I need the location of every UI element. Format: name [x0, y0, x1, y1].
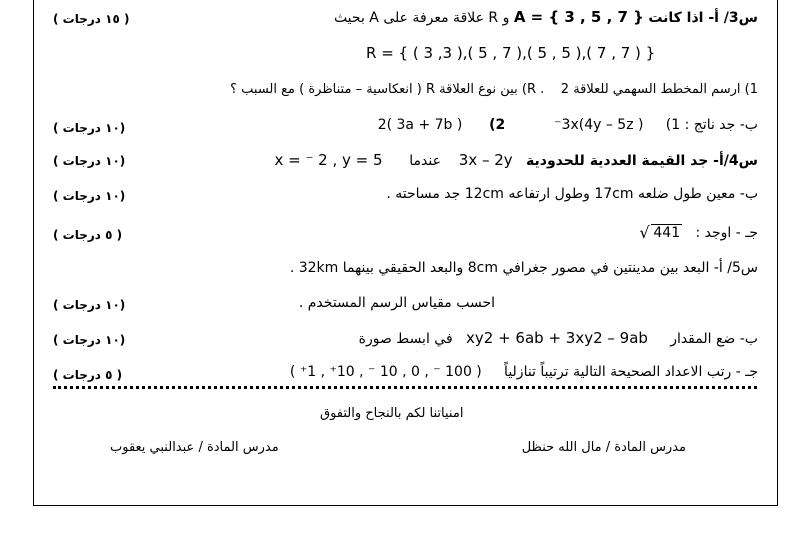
- q4-vals: x = ⁻ 2 , y = 5: [274, 151, 383, 169]
- q3-parts: [230, 82, 758, 97]
- q3-part1: 1) ارسم المخطط السهمي للعلاقة R .: [526, 82, 758, 97]
- q3-relation: R = { ( 3 ,3 ),( 5 , 7 ),( 5 , 5 ),( 7 , 7 ) }: [366, 44, 656, 62]
- q5-b-row: [359, 329, 758, 347]
- page-frame: [33, 0, 778, 506]
- q3-b-row: [378, 117, 758, 133]
- q3-b-marks: (١٠ درجات ): [53, 121, 126, 135]
- sqrt-symbol: [641, 225, 682, 241]
- q5-c-row: [290, 364, 758, 380]
- q4-c-value: 441: [653, 225, 681, 241]
- q3-header: [334, 8, 758, 26]
- q5-a-marks: (١٠ درجات ): [53, 298, 126, 312]
- q3-desc: علاقة معرفة على A بحيث: [333, 10, 484, 26]
- q4-head: س4/أ- جد القيمة العددية للحدودية: [526, 153, 758, 169]
- q5-b-tail: في ابسط صورة: [358, 331, 453, 347]
- q5-head: [290, 260, 758, 276]
- q5-c-marks: ( ٥ درجات ): [53, 368, 123, 382]
- q4-when: عندما: [409, 153, 441, 169]
- q3-head: س3/ أ- اذا كانت: [648, 10, 758, 26]
- q5-b-expr: xy2 + 6ab + 3xy2 – 9ab: [466, 329, 648, 347]
- q3-b-label: ب- جد ناتج : 1): [665, 117, 758, 133]
- q5-b-marks: (١٠ درجات ): [53, 333, 126, 347]
- q4-a-row: [275, 151, 758, 169]
- footer-teacher1: مدرس المادة / مال الله حنظل: [521, 440, 686, 455]
- q4-c-label: جـ - اوجد :: [695, 225, 758, 241]
- q5-a-text: احسب مقياس الرسم المستخدم .: [298, 295, 495, 311]
- q5-c-numbers: ( ⁺1 , ⁺10 , ⁻ 10 , 0 , ⁻ 100 ): [289, 364, 482, 380]
- q4-b-marks: (١٠ درجات ): [53, 189, 126, 203]
- q4-expr: 3x – 2y: [458, 151, 513, 169]
- q4-b-text: ب- معين طول ضلعه 17cm وطول ارتفاعه 12cm جد مساحته .: [386, 186, 758, 202]
- q3-b-num2: 2): [489, 117, 506, 133]
- q5-c-text: جـ - رتب الاعداد الصحيحة التالية ترتيباً تنازلياً: [504, 364, 758, 380]
- q5-head-text: س5/ أ- البعد بين مدينتين في مصور جغرافي 8cm والبعد الحقيقي بينهما 32km .: [289, 260, 758, 276]
- q3-marks: ( ١٥ درجات ): [53, 12, 130, 26]
- q5-b-label: ب- ضع المقدار: [670, 331, 758, 347]
- q3-b-expr1: ⁻3x(4y – 5z ): [554, 117, 644, 133]
- q3-b-expr2: 2( 3a + 7b ): [377, 117, 463, 133]
- q3-part2: 2) بين نوع العلاقة R ( انعكاسية – متناظرة ) مع السبب ؟: [230, 82, 570, 97]
- q4-c-row: [641, 225, 758, 241]
- q4-c-marks: ( ٥ درجات ): [53, 228, 123, 242]
- footer-wish: امنياتنا لكم بالنجاح والتفوق: [320, 406, 464, 421]
- q4-a-marks: (١٠ درجات ): [53, 154, 126, 168]
- q3-and-r: و R: [488, 10, 510, 26]
- dotted-divider: [53, 386, 757, 389]
- footer-teacher2: مدرس المادة / عبدالنبي يعقوب: [110, 440, 279, 455]
- q3-set-a: A = { 3 , 5 , 7 }: [513, 8, 644, 26]
